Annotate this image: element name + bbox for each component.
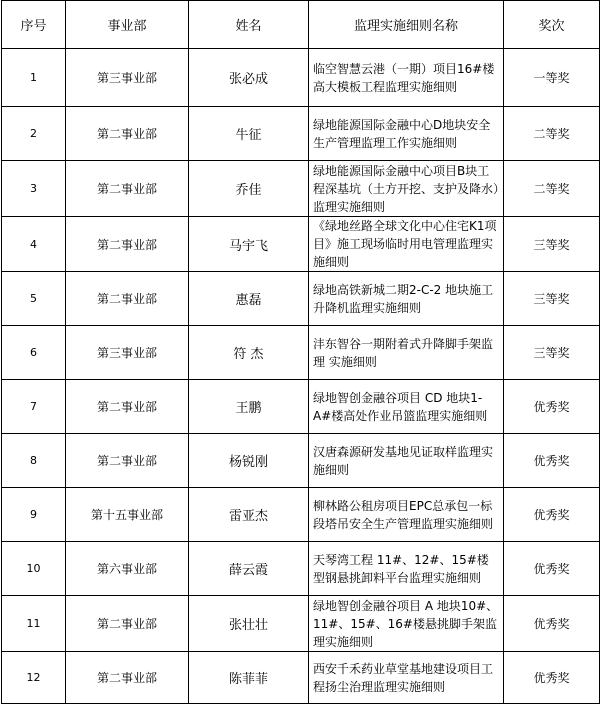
- row-department: 第二事业部: [66, 107, 189, 161]
- row-seq: 10: [2, 542, 66, 596]
- row-title: 绿地智创金融谷项目 A 地块10#、11#、15#、16#楼悬挑脚手架监理实施细则: [309, 596, 504, 652]
- row-seq: 2: [2, 107, 66, 161]
- row-award: 优秀奖: [504, 434, 600, 488]
- table-row: [2, 488, 600, 542]
- row-title: 绿地智创金融谷项目 CD 地块1-A#楼高处作业吊篮监理实施细则: [309, 380, 504, 434]
- row-name: 雷亚杰: [189, 488, 309, 542]
- row-award: 优秀奖: [504, 542, 600, 596]
- table-row: [2, 652, 600, 704]
- header-title: 监理实施细则名称: [309, 1, 504, 49]
- row-award: 优秀奖: [504, 652, 600, 704]
- row-seq: 5: [2, 272, 66, 326]
- row-award: 优秀奖: [504, 596, 600, 652]
- row-award: 三等奖: [504, 326, 600, 380]
- table-row: [2, 326, 600, 380]
- row-seq: 11: [2, 596, 66, 652]
- table-row: [2, 107, 600, 161]
- table-row: [2, 380, 600, 434]
- table-row: [2, 49, 600, 107]
- row-name: 陈菲菲: [189, 652, 309, 704]
- row-department: 第二事业部: [66, 434, 189, 488]
- table-row: [2, 596, 600, 652]
- header-department: 事业部: [66, 1, 189, 49]
- row-name: 马宇飞: [189, 217, 309, 272]
- row-award: 三等奖: [504, 217, 600, 272]
- row-award: 优秀奖: [504, 488, 600, 542]
- row-seq: 9: [2, 488, 66, 542]
- table-row: [2, 161, 600, 217]
- row-title: 汉唐森源研发基地见证取样监理实施细则: [309, 434, 504, 488]
- row-award: 二等奖: [504, 161, 600, 217]
- row-department: 第六事业部: [66, 542, 189, 596]
- row-name: 薛云霞: [189, 542, 309, 596]
- header-seq: 序号: [2, 1, 66, 49]
- row-department: 第二事业部: [66, 652, 189, 704]
- row-title: 天琴湾工程 11#、12#、15#楼型钢悬挑卸料平台监理实施细则: [309, 542, 504, 596]
- row-department: 第二事业部: [66, 380, 189, 434]
- table-row: [2, 272, 600, 326]
- row-department: 第二事业部: [66, 272, 189, 326]
- row-name: 符 杰: [189, 326, 309, 380]
- row-award: 三等奖: [504, 272, 600, 326]
- row-seq: 12: [2, 652, 66, 704]
- row-award: 优秀奖: [504, 380, 600, 434]
- table-row: [2, 542, 600, 596]
- row-name: 牛征: [189, 107, 309, 161]
- header-award: 奖次: [504, 1, 600, 49]
- row-title: 绿地能源国际金融中心项目B块工程深基坑（土方开挖、支护及降水）监理实施细则: [309, 161, 504, 217]
- row-seq: 7: [2, 380, 66, 434]
- row-award: 一等奖: [504, 49, 600, 107]
- row-name: 乔佳: [189, 161, 309, 217]
- table-row: [2, 434, 600, 488]
- row-name: 杨锐刚: [189, 434, 309, 488]
- row-department: 第三事业部: [66, 326, 189, 380]
- header-row: [2, 1, 600, 49]
- row-title: 沣东智谷一期附着式升降脚手架监理 实施细则: [309, 326, 504, 380]
- table-row: [2, 217, 600, 272]
- row-department: 第三事业部: [66, 49, 189, 107]
- table-body: [2, 49, 600, 704]
- row-title: 西安千禾药业草堂基地建设项目工程扬尘治理监理实施细则: [309, 652, 504, 704]
- row-department: 第二事业部: [66, 596, 189, 652]
- row-seq: 8: [2, 434, 66, 488]
- row-seq: 4: [2, 217, 66, 272]
- awards-table: [1, 0, 600, 704]
- row-seq: 6: [2, 326, 66, 380]
- row-name: 惠磊: [189, 272, 309, 326]
- row-title: 绿地高铁新城二期2-C-2 地块施工升降机监理实施细则: [309, 272, 504, 326]
- row-department: 第二事业部: [66, 161, 189, 217]
- row-seq: 1: [2, 49, 66, 107]
- row-title: 临空智慧云港（一期）项目16#楼高大模板工程监理实施细则: [309, 49, 504, 107]
- row-award: 二等奖: [504, 107, 600, 161]
- row-department: 第二事业部: [66, 217, 189, 272]
- header-name: 姓名: [189, 1, 309, 49]
- row-department: 第十五事业部: [66, 488, 189, 542]
- row-seq: 3: [2, 161, 66, 217]
- row-name: 张必成: [189, 49, 309, 107]
- row-name: 张壮壮: [189, 596, 309, 652]
- row-title: 柳林路公租房项目EPC总承包一标段塔吊安全生产管理监理实施细则: [309, 488, 504, 542]
- row-title: 《绿地丝路全球文化中心住宅K1项目》施工现场临时用电管理监理实施细则: [309, 217, 504, 272]
- row-title: 绿地能源国际金融中心D地块安全生产管理监理工作实施细则: [309, 107, 504, 161]
- row-name: 王鹏: [189, 380, 309, 434]
